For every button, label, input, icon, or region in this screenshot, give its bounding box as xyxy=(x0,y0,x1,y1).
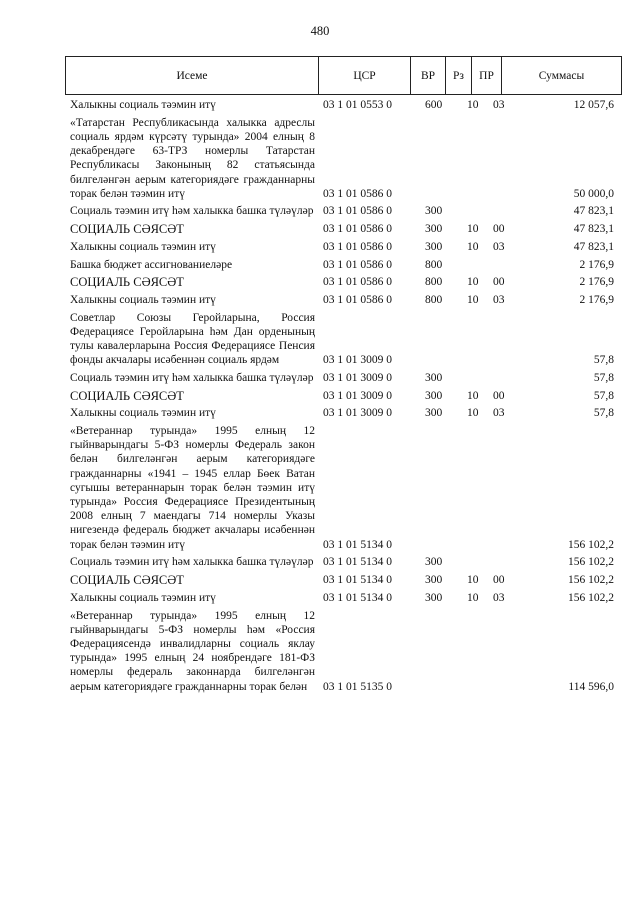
table-row xyxy=(0,258,640,272)
row-sum: 47 823,1 xyxy=(573,223,614,236)
row-vr: 800 xyxy=(425,293,443,306)
row-name: Халыкны социаль тәэмин итү xyxy=(70,591,216,604)
row-sum: 57,8 xyxy=(593,389,614,402)
row-csr: 03 1 01 3009 0 xyxy=(323,407,392,420)
row-rz: 10 xyxy=(467,407,479,420)
row-rz: 10 xyxy=(467,574,479,587)
row-sum: 114 596,0 xyxy=(568,680,614,693)
row-name: Советлар Союзы Геройларына, Россия Федерациясе Геройларына һәм Дан орденының тулы кавалерларына Россия Федерациясе Пенсия фонды акчалары исәбеннән социаль ярдәм xyxy=(70,311,315,367)
row-vr: 300 xyxy=(425,205,443,218)
table-row xyxy=(0,573,640,587)
row-name: Социаль тәэмин итү һәм халыкка башка түләүләр xyxy=(70,371,314,384)
row-csr: 03 1 01 0586 0 xyxy=(323,205,392,218)
row-name: «Ветераннар турында» 1995 елның 12 гыйнварындагы 5-ФЗ номерлы һәм «Россия Федерациясендә инвалидларны социаль яклау турында» 1995 елның 24 ноябрендәге 181-ФЗ номерлы федераль законнарда билгеләнгән аерым категориядәге гражданнарны торак белән xyxy=(70,609,315,693)
row-sum: 156 102,2 xyxy=(568,556,614,569)
row-sum: 2 176,9 xyxy=(579,258,614,271)
row-rz: 10 xyxy=(467,240,479,253)
row-csr: 03 1 01 0586 0 xyxy=(323,187,392,200)
row-sum: 57,8 xyxy=(593,354,614,367)
row-rz: 10 xyxy=(467,276,479,289)
table-row xyxy=(0,222,640,236)
row-sum: 50 000,0 xyxy=(573,187,614,200)
row-vr: 300 xyxy=(425,556,443,569)
row-sum: 57,8 xyxy=(593,371,614,384)
row-rz: 10 xyxy=(467,99,479,111)
row-name: Социаль тәэмин итү һәм халыкка башка түләүләр xyxy=(70,556,314,569)
row-pr: 00 xyxy=(493,389,505,402)
row-csr: 03 1 01 5134 0 xyxy=(323,556,392,569)
table-row xyxy=(0,406,640,420)
row-csr: 03 1 01 3009 0 xyxy=(323,354,392,367)
table-row xyxy=(0,424,640,552)
table-row xyxy=(0,389,640,403)
table-row xyxy=(0,555,640,569)
table-row xyxy=(0,204,640,218)
row-vr: 600 xyxy=(425,99,443,111)
row-name: СОЦИАЛЬ СӘЯСӘТ xyxy=(70,275,184,290)
row-name: СОЦИАЛЬ СӘЯСӘТ xyxy=(70,573,184,588)
header-rz: Рз xyxy=(446,57,472,94)
row-rz: 10 xyxy=(467,293,479,306)
row-pr: 03 xyxy=(493,99,505,111)
row-name: СОЦИАЛЬ СӘЯСӘТ xyxy=(70,222,184,237)
row-vr: 300 xyxy=(425,591,443,604)
row-csr: 03 1 01 0586 0 xyxy=(323,293,392,306)
header-csr: ЦСР xyxy=(319,57,411,94)
row-vr: 300 xyxy=(425,389,443,402)
row-pr: 03 xyxy=(493,240,505,253)
row-name: Халыкны социаль тәэмин итү xyxy=(70,99,216,111)
header-name: Исеме xyxy=(66,57,319,94)
row-pr: 00 xyxy=(493,574,505,587)
row-csr: 03 1 01 0553 0 xyxy=(323,99,392,111)
row-rz: 10 xyxy=(467,223,479,236)
row-csr: 03 1 01 5134 0 xyxy=(323,591,392,604)
page-number: 480 xyxy=(310,24,330,38)
header-vr: ВР xyxy=(411,57,446,94)
row-csr: 03 1 01 3009 0 xyxy=(323,389,392,402)
row-sum: 2 176,9 xyxy=(579,293,614,306)
row-sum: 47 823,1 xyxy=(573,205,614,218)
row-sum: 12 057,6 xyxy=(573,99,614,111)
row-csr: 03 1 01 5135 0 xyxy=(323,680,392,693)
row-csr: 03 1 01 3009 0 xyxy=(323,371,392,384)
row-csr: 03 1 01 5134 0 xyxy=(323,538,392,551)
header-sum: Суммасы xyxy=(538,69,585,82)
row-csr: 03 1 01 5134 0 xyxy=(323,574,392,587)
row-pr: 00 xyxy=(493,223,505,236)
row-vr: 300 xyxy=(425,240,443,253)
header-pr: ПР xyxy=(472,57,502,94)
row-rz: 10 xyxy=(467,591,479,604)
row-sum: 156 102,2 xyxy=(568,591,614,604)
table-row xyxy=(0,116,640,201)
table-row xyxy=(0,371,640,385)
row-name: Башка бюджет ассигнованиеләре xyxy=(70,258,233,271)
table-row xyxy=(0,293,640,307)
row-vr: 300 xyxy=(425,574,443,587)
row-csr: 03 1 01 0586 0 xyxy=(323,276,392,289)
table-header xyxy=(65,56,622,95)
row-vr: 300 xyxy=(425,407,443,420)
row-pr: 03 xyxy=(493,407,505,420)
row-sum: 156 102,2 xyxy=(568,538,614,551)
row-vr: 800 xyxy=(425,276,443,289)
row-name: Халыкны социаль тәэмин итү xyxy=(70,293,216,306)
row-pr: 00 xyxy=(493,276,505,289)
row-csr: 03 1 01 0586 0 xyxy=(323,223,392,236)
row-vr: 300 xyxy=(425,223,443,236)
table-row xyxy=(0,311,640,368)
row-vr: 800 xyxy=(425,258,443,271)
row-sum: 2 176,9 xyxy=(579,276,614,289)
row-name: Халыкны социаль тәэмин итү xyxy=(70,407,216,420)
row-name: Халыкны социаль тәэмин итү xyxy=(70,240,216,253)
row-sum: 57,8 xyxy=(593,407,614,420)
row-csr: 03 1 01 0586 0 xyxy=(323,258,392,271)
table-row xyxy=(0,591,640,605)
row-csr: 03 1 01 0586 0 xyxy=(323,240,392,253)
row-name: СОЦИАЛЬ СӘЯСӘТ xyxy=(70,388,184,403)
row-name: «Татарстан Республикасында халыкка адреслы социаль ярдәм күрсәтү турында» 2004 елның 8 декабрендәге 63-ТРЗ номерлы Татарстан Республикасы Законының 82 статьясында билгеләнгән аерым категориядәге гражданнарны торак белән тәэмин итү xyxy=(70,116,315,200)
table-body xyxy=(0,98,640,697)
row-name: «Ветераннар турында» 1995 елның 12 гыйнварындагы 5-ФЗ номерлы Федераль закон белән билгеләнгән аерым категориядәге гражданнарны «1941 – 1945 еллар Бөек Ватан сугышы ветераннарын торак белән тәэмин итү турында» Россия Федерациясе Президентының 2008 елның 7 маендагы 714 номерлы Указы нигезендә федераль бюджет акчалары исәбеннән торак белән тәэмин итү xyxy=(70,425,315,551)
row-name: Социаль тәэмин итү һәм халыкка башка түләүләр xyxy=(70,205,314,218)
table-row xyxy=(0,240,640,254)
row-sum: 47 823,1 xyxy=(573,240,614,253)
row-pr: 03 xyxy=(493,293,505,306)
table-row xyxy=(0,609,640,694)
row-pr: 03 xyxy=(493,591,505,604)
table-row xyxy=(0,98,640,112)
table-row xyxy=(0,275,640,289)
row-vr: 300 xyxy=(425,371,443,384)
row-sum: 156 102,2 xyxy=(568,574,614,587)
row-rz: 10 xyxy=(467,389,479,402)
